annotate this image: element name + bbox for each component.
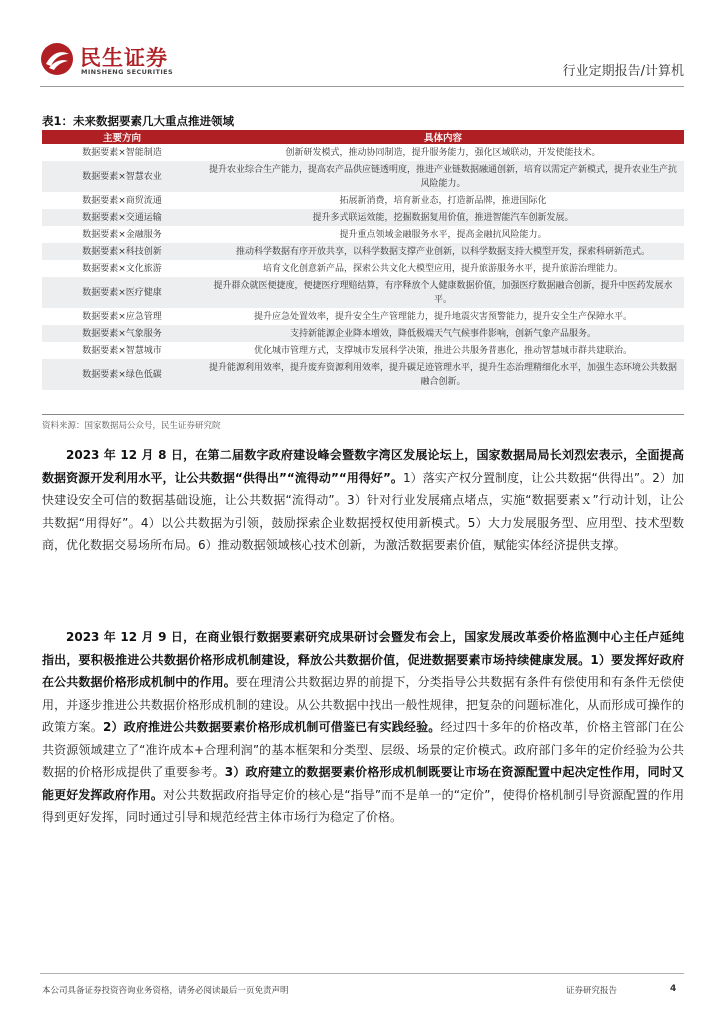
- minsheng-logo-icon: [40, 42, 74, 76]
- direction-cell: 数据要素×应急管理: [82, 311, 162, 322]
- content-cell: 拓展新消费，培育新业态，打造新品牌，推进国际化: [339, 195, 547, 206]
- direction-cell: 数据要素×科技创新: [42, 243, 202, 260]
- table-row: [42, 243, 684, 260]
- table-row: [42, 226, 684, 243]
- table-row: [42, 342, 684, 359]
- brand-name-cn: 民生证券: [80, 46, 168, 70]
- brand-name-en: MINSHENG SECURITIES: [81, 68, 174, 76]
- table-row: [42, 192, 684, 209]
- direction-cell: 数据要素×金融服务: [82, 229, 162, 240]
- direction-cell: 数据要素×绿色低碳: [42, 359, 202, 390]
- paragraph-price-mechanism: [42, 626, 684, 829]
- table-row: [42, 308, 684, 325]
- table-bottom-rule: [42, 414, 684, 415]
- content-cell: 培育文化创意新产品，探索公共文化大模型应用，提升旅游服务水平，提升旅游治理能力。: [262, 263, 623, 274]
- content-cell: 推动科学数据有序开放共享，以科学数据支撑产业创新，以科学数据支持大模型开发，探索科研新范式。: [202, 243, 684, 260]
- footer-disclaimer: 本公司具备证券投资咨询业务资格，请务必阅读最后一页免责声明: [42, 986, 289, 996]
- content-cell: 创新研发模式，推动协同制造，提升服务能力，强化区域联动，开发使能技术。: [285, 147, 601, 158]
- direction-cell: 数据要素×智慧农业: [42, 161, 202, 192]
- content-cell: 提升农业综合生产能力，提高农产品供应链透明度，推进产业链数据融通创新，培育以需定产新模式，提升农业生产抗风险能力。: [202, 161, 684, 192]
- content-cell: 提升多式联运效能，挖掘数据复用价值，推进智能汽车创新发展。: [202, 209, 684, 226]
- paragraph-data-bureau: [42, 444, 684, 557]
- direction-cell: 数据要素×交通运输: [42, 209, 202, 226]
- paragraph-text: 经过四十多年的价格改革，价格主管部门在公共资源领域建立了“准许成本+合理利润”的基本框架和分类型、层级、场景的定价模式。政府部门多年的定价经验为公共数据的价格形成提供了重要参考。: [42, 720, 684, 779]
- paragraph-lead-bold: 2023 年 12 月 8 日，在第二届数字政府建设峰会暨数字湾区发展论坛上，国家数据局局长刘烈宏表示，全面提高数据资源开发利用水平，让公共数据“供得出”“流得动”“用得好”。: [42, 448, 684, 485]
- table-source-note: 资料来源：国家数据局公众号，民生证券研究院: [42, 421, 221, 431]
- table-title: 表1：未来数据要素几大重点推进领域: [42, 114, 234, 128]
- table-row: [42, 144, 684, 161]
- table-row: [42, 209, 684, 226]
- footer-report-type: 证券研究报告: [566, 986, 618, 996]
- table-row: [42, 325, 684, 342]
- direction-cell: 数据要素×智慧城市: [82, 345, 162, 356]
- direction-cell: 数据要素×商贸流通: [82, 195, 162, 206]
- paragraph-lead-bold: 2023 年 12 月 9 日，在商业银行数据要素研究成果研讨会暨发布会上，国家发展改革委价格监测中心主任卢延纯指出，要积极推进公共数据价格形成机制建设，释放公共数据价值，促进数据要素市场持续健康发展。1）要发挥好政府在公共数据价格形成机制中的作用。: [42, 630, 684, 689]
- page-number: 4: [670, 984, 677, 994]
- table-row: [42, 161, 684, 192]
- column-header-direction: 主要方向: [42, 130, 202, 144]
- table-row: [42, 359, 684, 390]
- paragraph-text: 1）落实产权分置制度，让公共数据“供得出”。2）加快建设安全可信的数据基础设施，让公共数据“流得动”。3）针对行业发展痛点堵点，实施“数据要素ｘ”行动计划，让公共数据“用得好”。4）以公共数据为引领，鼓励探索企业数据授权使用新模式。5）大力发展服务型、应用型、技术型数商，优化数据交易场所布局。6）推动数据领域核心技术创新，为激活数据要素价值，赋能实体经济提供支撑。: [42, 470, 684, 552]
- header-divider: [40, 86, 684, 87]
- content-cell: 提升能源利用效率，提升废弃资源利用效率，提升碳足迹管理水平，提升生态治理精细化水平，加强生态环境公共数据融合创新。: [202, 359, 684, 390]
- table-row: [42, 260, 684, 277]
- content-cell: 支持新能源企业降本增效，降低极端天气气候事件影响，创新气象产品服务。: [202, 325, 684, 342]
- content-cell: 提升应急处置效率，提升安全生产管理能力，提升地震灾害预警能力，提升安全生产保障水平。: [253, 311, 632, 322]
- paragraph-point-3-bold: 3）政府建立的数据要素价格形成机制既要让市场在资源配置中起决定性作用，同时又能更好发挥政府作用。: [42, 765, 684, 802]
- report-category: 行业定期报告/计算机: [562, 64, 684, 79]
- content-cell: 优化城市管理方式，支撑城市发展科学决策，推进公共服务普惠化，推动智慧城市群共建联治。: [253, 345, 632, 356]
- paragraph-point-2-bold: 2）政府推进公共数据要素价格形成机制可借鉴已有实践经验。: [102, 720, 441, 734]
- table-header-row: [42, 130, 684, 144]
- focus-areas-table: [42, 130, 684, 390]
- direction-cell: 数据要素×医疗健康: [42, 277, 202, 308]
- content-cell: 提升群众就医便捷度，便捷医疗理赔结算，有序释放个人健康数据价值，加强医疗数据融合创新，提升中医药发展水平。: [202, 277, 684, 308]
- direction-cell: 数据要素×文化旅游: [82, 263, 162, 274]
- footer-divider: [40, 973, 684, 974]
- table-row: [42, 277, 684, 308]
- paragraph-text: 要在理清公共数据边界的前提下，分类指导公共数据有条件有偿使用和有条件无偿使用，并逐步推进公共数据价格形成机制的建设。从公共数据中找出一般性规律，把复杂的问题标准化，从而形成可操作的政策方案。: [42, 675, 684, 734]
- direction-cell: 数据要素×智能制造: [82, 147, 162, 158]
- brand-logo: [40, 40, 200, 80]
- content-cell: 提升重点领域金融服务水平，提高金融抗风险能力。: [339, 229, 547, 240]
- paragraph-text: 对公共数据政府指导定价的核心是“指导”而不是单一的“定价”，使得价格机制引导资源配置的作用得到更好发挥，同时通过引导和规范经营主体市场行为稳定了价格。: [42, 787, 684, 824]
- column-header-content: 具体内容: [202, 130, 684, 144]
- direction-cell: 数据要素×气象服务: [42, 325, 202, 342]
